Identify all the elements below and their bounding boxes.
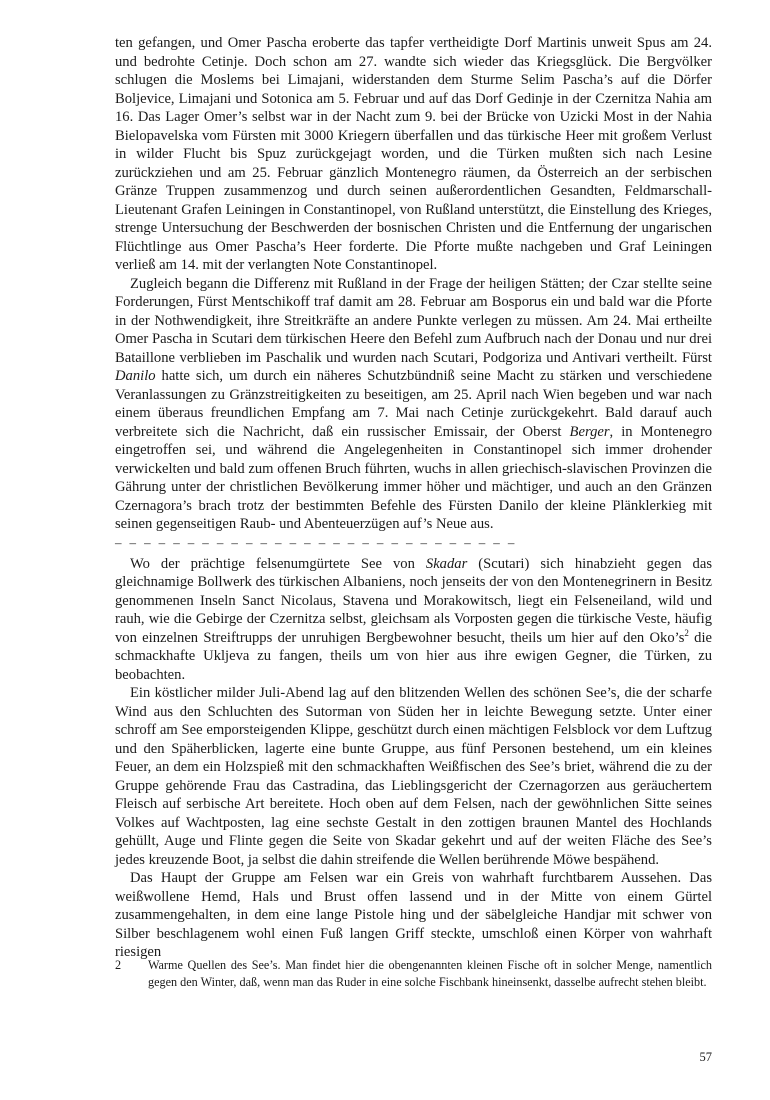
paragraph-text: ten gefangen, und Omer Pascha eroberte das tapfer vertheidigte Dorf Martinis unweit Spus am 24. und bedrohte Cetinje. Doch schon am 27. wandte sich wieder das Kriegsglück. Die Bergvölker schlugen die Moslems bei Limajani, widerstanden dem Sturme Selim Pascha’s auf die Dörfer Boljevice, Limajani und Sotonica am 5. Februar und auf das Dorf Gedinje in der Czernitza Nahia am 16. Das Lager Omer’s selbst war in der Nacht zum 9. bei der Brücke von Uzicki Most in der Nahia Bielopavelska vom Fürsten mit 3000 Kriegern überfallen und das türkische Heer mit großem Verlust in wilder Flucht bis Spuz zurückgejagt worden, und die Türken mußten sich nach Lesine zurückziehen und am 25. Februar gänzlich Montenegro räumen, da Österreich an der serbischen Gränze Truppen zusammenzog und durch seinen außerordentlichen Gesandten, Feldmarschall-Lieutenant Grafen Leiningen in Constantinopel, von Rußland unterstützt, die Einstellung des Krieges, strenge Untersuchung der Beschwerden der bosnischen Christen und die Entfernung der ungarischen Flüchtlinge aus Omer Pascha’s Heer forderte. Die Pforte mußte nachgeben und Graf Leiningen verließ am 14. mit der verlangten Note Constantinopel. [115, 35, 712, 273]
paragraph-4 [115, 684, 712, 869]
italic-name-berger: Berger [569, 423, 610, 440]
paragraph-text: hatte sich, um durch ein näheres Schutzbündniß seine Macht zu stärken und verschiedene Veranlassungen zu Gränzstreitigkeiten zu beseitigen, am 25. April nach Wien begeben und war nach einem überaus freundlichen Empfang am 7. Mai nach Cetinje zurückgekehrt. Bald darauf auch verbreitete sich die Nachricht, daß ein russischer Emissair, der Oberst [115, 368, 712, 440]
paragraph-2 [115, 275, 712, 534]
footnote [115, 957, 712, 990]
paragraph-1 [115, 34, 712, 275]
footnote-reference[interactable]: 2 [684, 627, 689, 638]
paragraph-text: Wo der prächtige felsenumgürtete See von [130, 555, 426, 572]
footnote-text: Warme Quellen des See’s. Man findet hier die obengenannten kleinen Fische oft in solcher Menge, namentlich gegen den Winter, daß, wenn man das Ruder in eine solche Fischbank hineinsenkt, dasselbe aufrecht stehen bleibt. [148, 958, 712, 989]
italic-name-skadar: Skadar [425, 555, 468, 572]
page-number: 57 [699, 1050, 712, 1064]
paragraph-3 [115, 555, 712, 685]
footnote-number: 2 [115, 958, 122, 972]
section-separator: – – – – – – – – – – – – – – – – – – – – – – – – – – – – [115, 534, 517, 550]
paragraph-text: (Scutari) sich hinabzieht gegen das gleichnamige Bollwerk des türkischen Albaniens, noch jenseits der von den Montenegrinern in Besitz genommenen Inseln Sanct Nicolaus, Stavena und Morakowitsch, liegt ein Felseneiland, wild und rauh, wie die Gebirge der Czernitza selbst, gleichsam als Vorposten gegen die türkische Veste, häufig von einzelnen Streiftrupps der unruhigen Bergbewohner besucht, theils um hier auf den Oko’s [115, 555, 712, 646]
paragraph-text: die schmackhafte Ukljeva zu fangen, theils um von hier aus ihre ewigen Gegner, die Türken, zu beobachten. [115, 629, 712, 683]
paragraph-text: Das Haupt der Gruppe am Felsen war ein Greis von wahrhaft furchtbarem Aussehen. Das weißwollene Hemd, Hals und Brust offen lassend und in der Mitte von einem Gürtel zusammengehalten, in dem eine lange Pistole hing und der säbelgleiche Handjar mit schwer von Silber beschlagenem wohl einen Fuß langen Griff steckte, umschloß einen Körper von wahrhaft riesigen [115, 870, 712, 960]
main-text [115, 34, 712, 962]
paragraph-text: Zugleich begann die Differenz mit Rußland in der Frage der heiligen Stätten; der Czar stellte seine Forderungen, Fürst Mentschikoff traf damit am 28. Februar am Bosporus ein und bald war die Pforte in der Nothwendigkeit, ihre Streitkräfte an andere Punkte verlegen zu müssen. Am 24. Mai ertheilte Omer Pascha in Scutari dem türkischen Heere den Befehl zum Aufbruch nach der Donau und nur drei Bataillone verblieben im Paschalik und wurden nach Scutari, Podgoriza und Antivari vertheilt. Fürst [115, 275, 712, 366]
paragraph-text: , in Montenegro eingetroffen sei, und während die Angelegenheiten in Constantinopel sich immer drohender verwickelten und bald zum offenen Bruch führten, wuchs in allen griechisch-slavischen Provinzen die Gährung unter der christlichen Bevölkerung immer höher und mächtiger, und auch an den Gränzen Czernagora’s brach trotz der bestimmten Befehle des Fürsten Danilo der kleine Plänklerkieg mit seinen gegenseitigen Raub- und Abenteuerzügen auf’s Neue aus. [115, 423, 712, 532]
italic-name-danilo: Danilo [115, 368, 156, 384]
paragraph-text: Ein köstlicher milder Juli-Abend lag auf den blitzenden Wellen des schönen See’s, die der scharfe Wind aus den Schluchten des Sutorman von Süden her in leichte Bewegung setzte. Unter einer schroff am See emporsteigenden Klippe, geschützt durch einen mächtigen Felsblock vor dem Luftzug und den Späherblicken, lagerte eine bunte Gruppe, aus fünf Personen bestehend, um ein kleines Feuer, an dem ein Holzspieß mit den schmackhaften Weißfischen des See’s briet, während die zu der Gruppe gehörende Frau das Castradina, das Lieblingsgericht der Czernagorzen aus geräuchertem Fleisch auf serbische Art bereitete. Hoch oben auf dem Felsen, nach der gewöhnlichen Sitte seines Volkes auf Wachtposten, lag eine sechste Gestalt in den zottigen braunen Mantel des Hochlands gehüllt, Auge und Flinte gegen die Seite von Skadar gekehrt und auf der weiten Fläche des See’s jedes kreuzende Boot, ja selbst die dahin streifende die Wellen berührende Möwe bespähend. [115, 685, 712, 868]
paragraph-5 [115, 869, 712, 962]
